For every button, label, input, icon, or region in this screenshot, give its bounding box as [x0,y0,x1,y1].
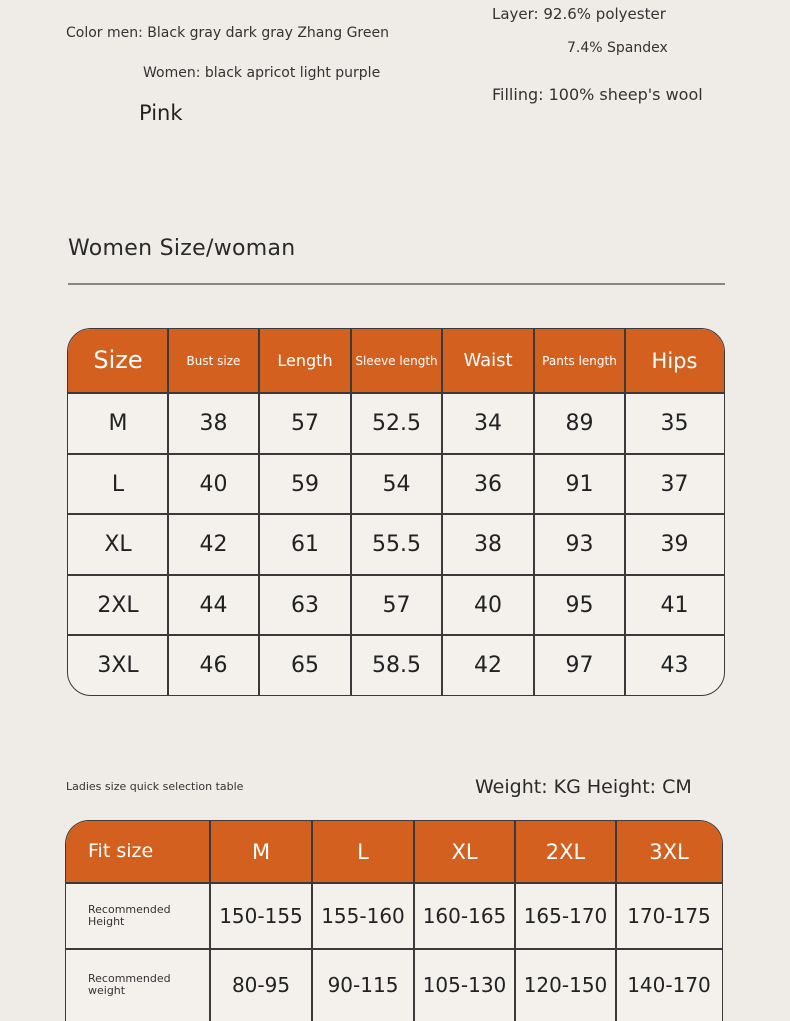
size-header-waist: Waist [442,329,534,393]
size-header-size: Size [68,329,168,393]
size-row-divider [68,634,724,636]
size-cell-3xl-waist: 42 [474,652,502,678]
size-column-divider [624,329,626,695]
section-title: Women Size/woman [68,236,296,261]
fit-cell-recommended-weight-3xl: 140-170 [627,973,711,997]
size-cell-xl-length: 61 [291,532,319,557]
size-cell-m-bust-size: 38 [199,411,228,436]
fit-column-divider [615,821,617,1021]
fit-column-divider [514,821,516,1021]
fit-header-xl: XL [414,821,515,883]
fit-cell-recommended-height-3xl: 170-175 [627,904,711,928]
size-column-divider [350,329,352,695]
size-cell-2xl-sleeve-length: 57 [382,592,411,618]
quick-selection-title: Ladies size quick selection table [66,780,244,793]
size-cell-m-waist: 34 [474,411,502,436]
size-cell-l-hips: 37 [660,471,689,497]
size-cell-3xl-bust-size: 46 [199,652,228,678]
fit-table [65,820,723,1021]
size-header-bust-size: Bust size [168,329,259,393]
size-cell-2xl-bust-size: 44 [199,592,228,618]
fit-row-divider [66,948,722,950]
size-cell-l-size: L [111,471,125,497]
fit-column-divider [209,821,211,1021]
size-cell-m-hips: 35 [660,411,689,436]
size-cell-2xl-waist: 40 [474,592,502,618]
fit-column-divider [311,821,313,1021]
size-row-divider [68,574,724,576]
size-header-pants-length: Pants length [534,329,625,393]
size-cell-xl-bust-size: 42 [199,532,228,557]
size-header-sleeve-length: Sleeve length [351,329,442,393]
size-column-divider [167,329,169,695]
fit-header-m: M [210,821,312,883]
fit-cell-recommended-height-xl: 160-165 [422,904,507,928]
size-cell-l-bust-size: 40 [199,471,228,497]
fit-cell-recommended-weight-fit-size: Recommended weight [88,971,171,997]
size-cell-2xl-size: 2XL [97,592,139,618]
layer-spandex-text: 7.4% Spandex [567,40,668,56]
size-cell-2xl-length: 63 [291,592,319,618]
size-cell-2xl-hips: 41 [660,592,689,618]
size-cell-xl-sleeve-length: 55.5 [372,532,421,557]
fit-cell-recommended-weight-xl: 105-130 [422,973,507,997]
units-label: Weight: KG Height: CM [475,776,692,798]
size-cell-l-sleeve-length: 54 [382,471,411,497]
layer-polyester-text: Layer: 92.6% polyester [492,5,666,23]
size-cell-l-length: 59 [291,471,319,497]
color-women-text: Women: black apricot light purple [143,65,381,81]
fit-cell-recommended-height-l: 155-160 [321,904,405,928]
fit-header-3xl: 3XL [616,821,722,883]
size-cell-xl-size: XL [104,532,132,557]
size-header-length: Length [259,329,351,393]
fit-cell-recommended-weight-2xl: 120-150 [523,973,608,997]
size-column-divider [441,329,443,695]
fit-header-2xl: 2XL [515,821,616,883]
fit-row-divider [66,882,722,884]
size-table [67,328,725,696]
color-pink-text: Pink [139,101,183,125]
size-cell-m-length: 57 [291,411,319,436]
size-row-divider [68,453,724,455]
size-cell-m-sleeve-length: 52.5 [372,411,421,436]
size-header-hips: Hips [625,329,724,393]
color-men-text: Color men: Black gray dark gray Zhang Green [66,25,389,41]
size-cell-m-pants-length: 89 [565,411,594,436]
size-column-divider [533,329,535,695]
fit-cell-recommended-height-2xl: 165-170 [523,904,608,928]
size-row-divider [68,392,724,394]
size-column-divider [258,329,260,695]
section-divider [68,283,725,285]
size-cell-2xl-pants-length: 95 [565,592,594,618]
fit-cell-recommended-height-fit-size: Recommended Height [88,902,171,928]
fit-header-l: L [312,821,414,883]
fit-header-fit-size: Fit size [66,821,210,883]
size-cell-l-waist: 36 [474,471,502,497]
fit-cell-recommended-weight-l: 90-115 [327,973,399,997]
size-cell-l-pants-length: 91 [565,471,594,497]
size-cell-xl-hips: 39 [660,532,689,557]
filling-text: Filling: 100% sheep's wool [492,85,703,104]
size-cell-m-size: M [108,411,128,436]
size-cell-xl-pants-length: 93 [565,532,594,557]
size-cell-3xl-size: 3XL [97,652,139,678]
size-cell-3xl-length: 65 [291,652,319,678]
size-cell-3xl-hips: 43 [660,652,689,678]
fit-cell-recommended-height-m: 150-155 [219,904,303,928]
fit-column-divider [413,821,415,1021]
size-row-divider [68,513,724,515]
fit-cell-recommended-weight-m: 80-95 [231,973,291,997]
size-cell-3xl-pants-length: 97 [565,652,594,678]
size-cell-xl-waist: 38 [474,532,502,557]
size-cell-3xl-sleeve-length: 58.5 [372,652,421,678]
